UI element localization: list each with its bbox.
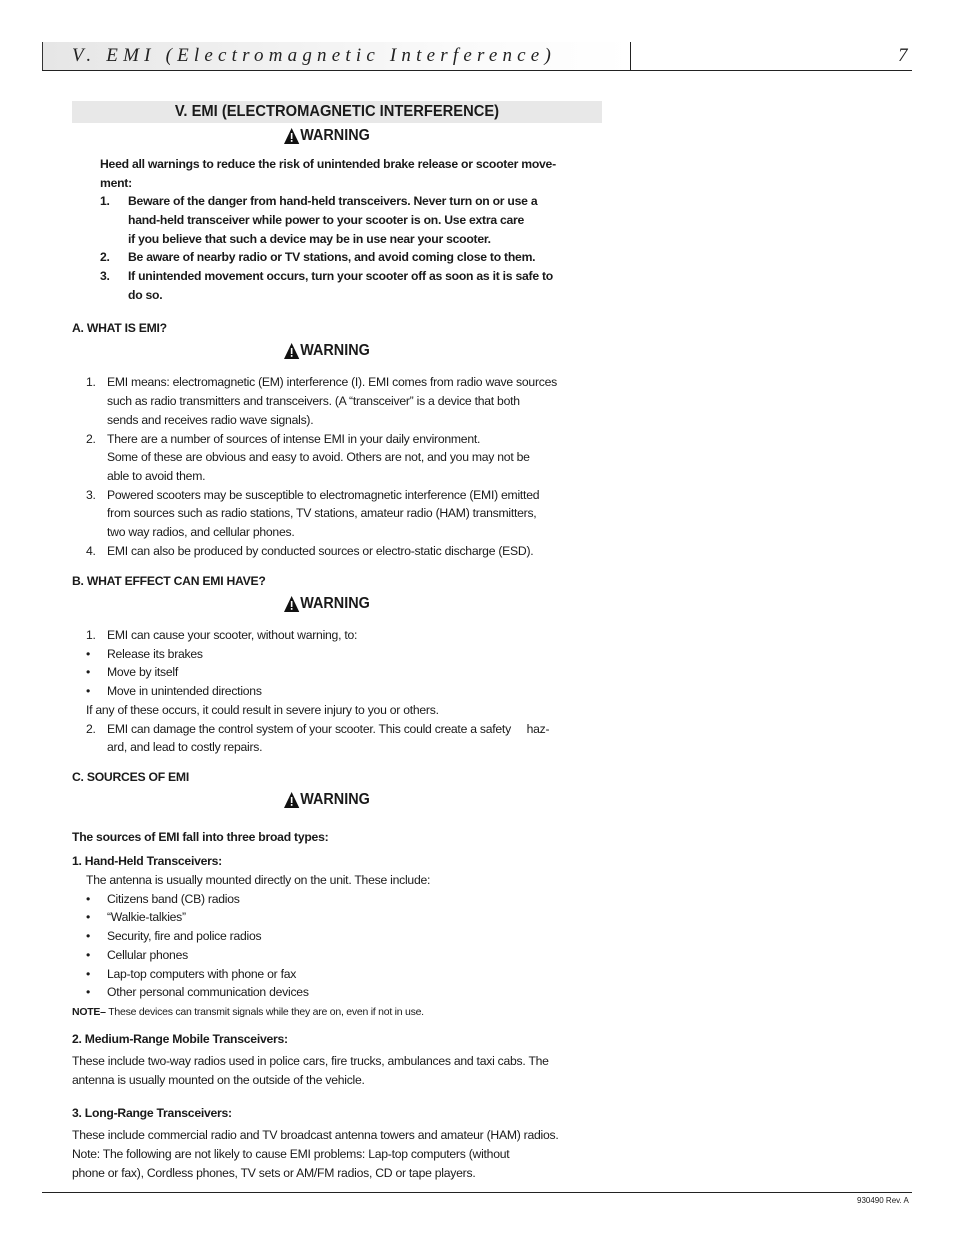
bullet-text: Cellular phones bbox=[107, 948, 188, 962]
warning-label: WARNING bbox=[300, 342, 370, 359]
bullet-text: Lap-top computers with phone or fax bbox=[107, 967, 297, 981]
bullet-text: Other personal communication devices bbox=[107, 985, 309, 999]
bullet: • bbox=[86, 948, 91, 962]
intro-line: Heed all warnings to reduce the risk of unintended brake release or scooter move- bbox=[100, 157, 556, 171]
bullet: • bbox=[86, 910, 91, 924]
warning-heading bbox=[284, 595, 370, 613]
list-item-text: If unintended movement occurs, turn your scooter off as soon as it is safe to bbox=[128, 269, 553, 283]
list-item-text: if you believe that such a device may be in use near your scooter. bbox=[128, 232, 491, 246]
warning-label: WARNING bbox=[300, 127, 370, 144]
list-item-text: able to avoid them. bbox=[107, 469, 206, 483]
note bbox=[72, 1004, 424, 1020]
warning-triangle-icon bbox=[284, 343, 299, 359]
list-item-text: such as radio transmitters and transceivers. (A “transceiver” is a device that both bbox=[107, 394, 520, 408]
header-divider bbox=[630, 42, 631, 71]
list-number: 1. bbox=[100, 194, 110, 208]
list-item-text: do so. bbox=[128, 288, 163, 302]
subsection-heading-c: C. SOURCES OF EMI bbox=[72, 770, 189, 784]
list-number: 3. bbox=[100, 269, 110, 283]
list-number: 2. bbox=[86, 722, 96, 736]
list-item-text: sends and receives radio wave signals). bbox=[107, 413, 314, 427]
paragraph: The sources of EMI fall into three broad types: bbox=[72, 830, 329, 844]
list-item-text: There are a number of sources of intense EMI in your daily environment. bbox=[107, 432, 481, 446]
list-item-text: EMI can cause your scooter, without warning, to: bbox=[107, 628, 358, 642]
warning-triangle-icon bbox=[284, 596, 299, 612]
list-item-text: ard, and lead to costly repairs. bbox=[107, 740, 263, 754]
section-title: V. EMI (ELECTROMAGNETIC INTERFERENCE) bbox=[174, 103, 500, 120]
list-item-text: Be aware of nearby radio or TV stations, and avoid coming close to them. bbox=[128, 250, 536, 264]
type-heading: 1. Hand-Held Transceivers: bbox=[72, 854, 222, 868]
paragraph: If any of these occurs, it could result in severe injury to you or others. bbox=[86, 703, 439, 717]
list-number: 2. bbox=[100, 250, 110, 264]
bullet: • bbox=[86, 985, 91, 999]
list-item-text: two way radios, and cellular phones. bbox=[107, 525, 295, 539]
type-heading: 3. Long-Range Transceivers: bbox=[72, 1106, 232, 1120]
footer-rule bbox=[42, 1192, 912, 1193]
bullet-text: Move by itself bbox=[107, 665, 179, 679]
note-label: NOTE– bbox=[72, 1006, 106, 1018]
subsection-heading-a: A. WHAT IS EMI? bbox=[72, 321, 167, 335]
list-item-text: EMI can damage the control system of your scooter. This could create a safety haz- bbox=[107, 722, 550, 736]
list-item-text: Beware of the danger from hand-held transceivers. Never turn on or use a bbox=[128, 194, 538, 208]
intro-line: ment: bbox=[100, 176, 132, 190]
revision-label: 930490 Rev. A bbox=[857, 1196, 909, 1205]
list-item-text: Some of these are obvious and easy to avoid. Others are not, and you may not be bbox=[107, 450, 530, 464]
type-heading: 2. Medium-Range Mobile Transceivers: bbox=[72, 1032, 288, 1046]
list-item-text: from sources such as radio stations, TV stations, amateur radio (HAM) transmitters, bbox=[107, 506, 537, 520]
bullet-text: “Walkie-talkies” bbox=[107, 910, 186, 924]
list-item-text: hand-held transceiver while power to your scooter is on. Use extra care bbox=[128, 213, 525, 227]
bullet-text: Release its brakes bbox=[107, 647, 203, 661]
header-rule bbox=[42, 70, 912, 71]
bullet-text: Citizens band (CB) radios bbox=[107, 892, 240, 906]
list-item-text: EMI can also be produced by conducted sources or electro-static discharge (ESD). bbox=[107, 544, 534, 558]
note-text: These devices can transmit signals while they are on, even if not in use. bbox=[105, 1006, 424, 1018]
bullet: • bbox=[86, 647, 91, 661]
bullet-text: Move in unintended directions bbox=[107, 684, 262, 698]
bullet: • bbox=[86, 967, 91, 981]
list-number: 3. bbox=[86, 488, 96, 502]
paragraph: phone or fax), Cordless phones, TV sets or AM/FM radios, CD or tape players. bbox=[72, 1166, 476, 1180]
warning-heading bbox=[284, 342, 370, 360]
subsection-heading-b: B. WHAT EFFECT CAN EMI HAVE? bbox=[72, 574, 266, 588]
list-number: 1. bbox=[86, 628, 96, 642]
list-number: 1. bbox=[86, 375, 96, 389]
paragraph: These include two-way radios used in police cars, fire trucks, ambulances and taxi cabs. The bbox=[72, 1054, 549, 1068]
paragraph: These include commercial radio and TV broadcast antenna towers and amateur (HAM) radios. bbox=[72, 1128, 559, 1142]
running-header-title: V. EMI (Electromagnetic Interference) bbox=[72, 45, 556, 66]
paragraph: antenna is usually mounted on the outside of the vehicle. bbox=[72, 1073, 365, 1087]
paragraph: The antenna is usually mounted directly on the unit. These include: bbox=[86, 873, 431, 887]
warning-label: WARNING bbox=[300, 791, 370, 808]
bullet-text: Security, fire and police radios bbox=[107, 929, 262, 943]
list-number: 2. bbox=[86, 432, 96, 446]
list-number: 4. bbox=[86, 544, 96, 558]
bullet: • bbox=[86, 684, 91, 698]
warning-triangle-icon bbox=[284, 792, 299, 808]
list-item-text: Powered scooters may be susceptible to electromagnetic interference (EMI) emitted bbox=[107, 488, 540, 502]
warning-label: WARNING bbox=[300, 595, 370, 612]
list-item-text: EMI means: electromagnetic (EM) interference (I). EMI comes from radio wave sources bbox=[107, 375, 557, 389]
page-number: 7 bbox=[898, 45, 908, 66]
bullet: • bbox=[86, 892, 91, 906]
bullet: • bbox=[86, 929, 91, 943]
warning-heading bbox=[284, 791, 370, 809]
warning-triangle-icon bbox=[284, 128, 299, 144]
warning-heading bbox=[284, 127, 370, 145]
bullet: • bbox=[86, 665, 91, 679]
paragraph: Note: The following are not likely to cause EMI problems: Lap-top computers (without bbox=[72, 1147, 510, 1161]
